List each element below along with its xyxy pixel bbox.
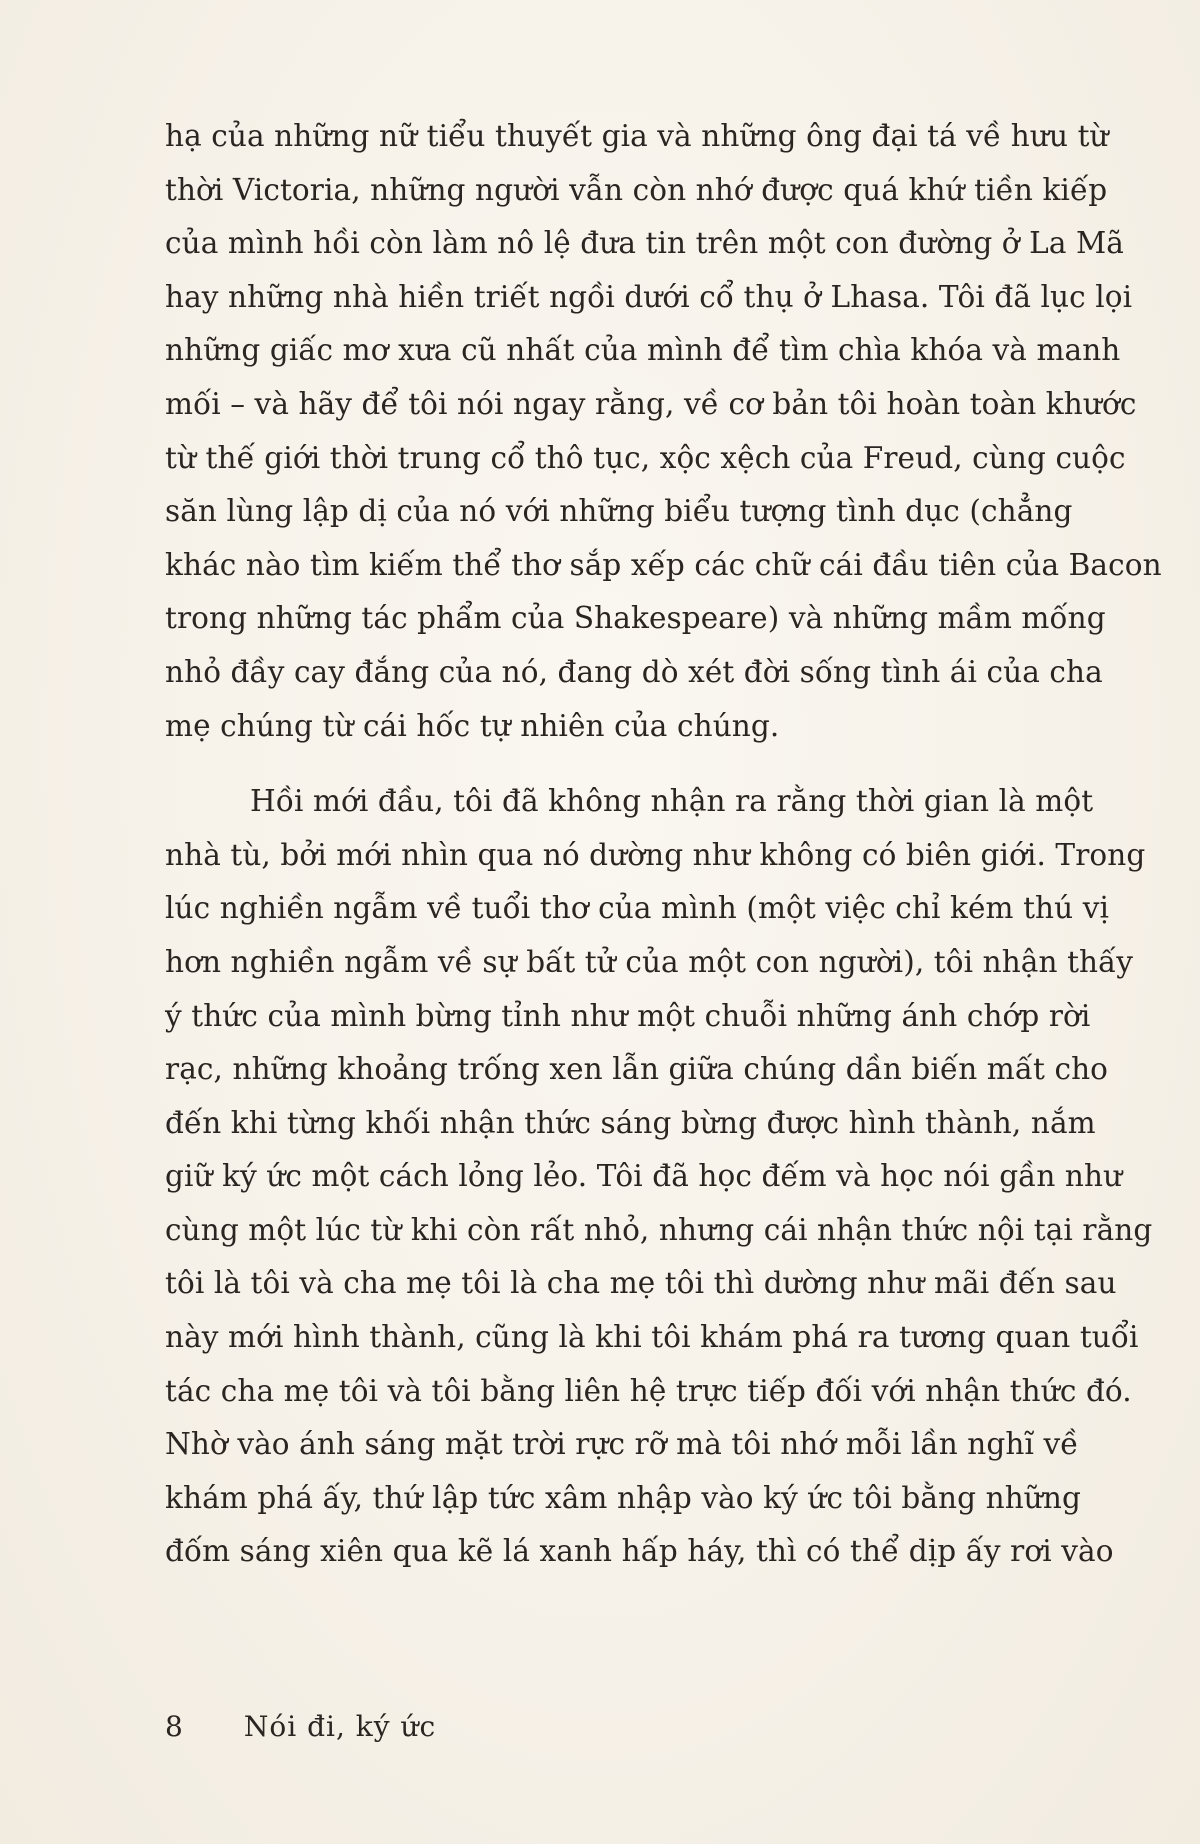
text-line: ý thức của mình bừng tỉnh như một chuỗi những ánh chớp rời [165,998,1091,1033]
text-line: đốm sáng xiên qua kẽ lá xanh hấp háy, thì có thể dịp ấy rơi vào [165,1534,1114,1569]
body-text [165,110,1165,1579]
text-line: đến khi từng khối nhận thức sáng bừng được hình thành, nắm [165,1105,1096,1140]
paragraph-1 [165,110,1165,753]
text-line: nhỏ đầy cay đắng của nó, đang dò xét đời sống tình ái của cha [165,654,1103,689]
text-line: tác cha mẹ tôi và tôi bằng liên hệ trực tiếp đối với nhận thức đó. [165,1373,1132,1408]
paragraph-2 [165,775,1165,1579]
text-line: mối – và hãy để tôi nói ngay rằng, về cơ bản tôi hoàn toàn khước [165,386,1137,421]
text-line: thời Victoria, những người vẫn còn nhớ được quá khứ tiền kiếp [165,172,1108,207]
text-line: trong những tác phẩm của Shakespeare) và những mầm mống [165,601,1106,636]
text-line: Nhờ vào ánh sáng mặt trời rực rỡ mà tôi nhớ mỗi lần nghĩ về [165,1427,1079,1462]
text-line: từ thế giới thời trung cổ thô tục, xộc xệch của Freud, cùng cuộc [165,440,1126,475]
text-line: cùng một lúc từ khi còn rất nhỏ, nhưng cái nhận thức nội tại rằng [165,1212,1153,1247]
text-line: nhà tù, bởi mới nhìn qua nó dường như không có biên giới. Trong [165,837,1146,872]
text-line: những giấc mơ xưa cũ nhất của mình để tìm chìa khóa và manh [165,333,1121,368]
text-line: khám phá ấy, thứ lập tức xâm nhập vào ký ức tôi bằng những [165,1480,1081,1515]
text-line: này mới hình thành, cũng là khi tôi khám phá ra tương quan tuổi [165,1320,1139,1355]
text-line: hay những nhà hiền triết ngồi dưới cổ thụ ở Lhasa. Tôi đã lục lọi [165,279,1133,314]
text-line: giữ ký ức một cách lỏng lẻo. Tôi đã học đếm và học nói gần như [165,1159,1123,1194]
text-line: lúc nghiền ngẫm về tuổi thơ của mình (một việc chỉ kém thú vị [165,891,1110,926]
page-footer [165,1710,436,1743]
page-number: 8 [165,1710,183,1743]
text-line: của mình hồi còn làm nô lệ đưa tin trên một con đường ở La Mã [165,226,1124,261]
text-line: khác nào tìm kiếm thể thơ sắp xếp các chữ cái đầu tiên của Bacon [165,547,1162,582]
text-line: Hồi mới đầu, tôi đã không nhận ra rằng thời gian là một [250,784,1094,819]
text-line: hạ của những nữ tiểu thuyết gia và những ông đại tá về hưu từ [165,119,1109,153]
text-line: mẹ chúng từ cái hốc tự nhiên của chúng. [165,708,780,743]
text-line: hơn nghiền ngẫm về sự bất tử của một con người), tôi nhận thấy [165,944,1134,979]
text-line: rạc, những khoảng trống xen lẫn giữa chúng dần biến mất cho [165,1052,1109,1087]
text-line: tôi là tôi và cha mẹ tôi là cha mẹ tôi thì dường như mãi đến sau [165,1266,1117,1301]
paragraph-spacer [165,753,1165,775]
running-title: Nói đi, ký ức [243,1710,437,1743]
text-line: săn lùng lập dị của nó với những biểu tượng tình dục (chẳng [165,494,1073,529]
